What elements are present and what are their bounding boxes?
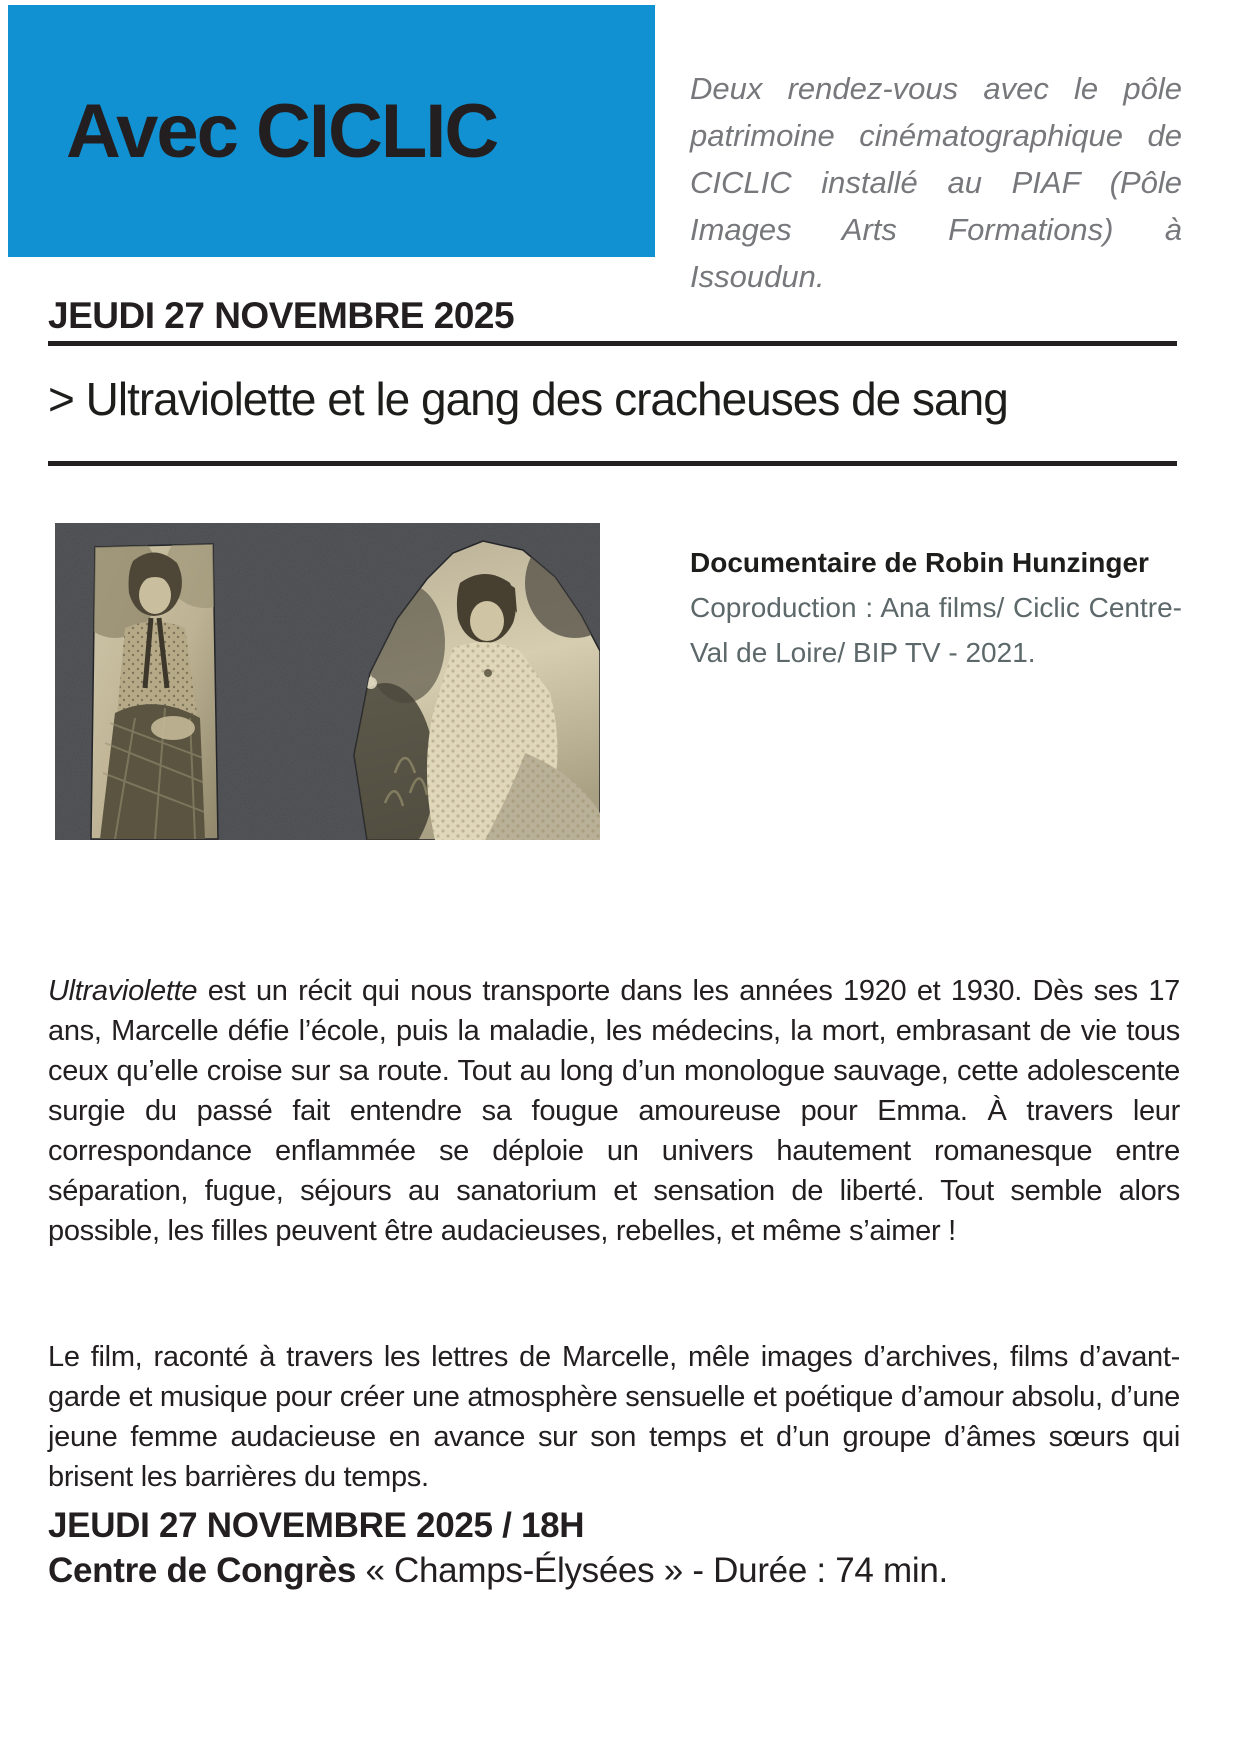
film-title-rule (48, 461, 1177, 466)
credits-block (690, 540, 1182, 675)
schedule-venue-details: « Champs-Élysées » - Durée : 74 min. (356, 1551, 948, 1590)
credits-coproduction: Coproduction : Ana films/ Ciclic Centre-Val de Loire/ BIP TV - 2021. (690, 592, 1182, 668)
synopsis-paragraph-1 (48, 971, 1180, 1251)
credits-director: Documentaire de Robin Hunzinger (690, 547, 1149, 578)
banner (8, 5, 655, 257)
schedule-venue-line (48, 1551, 1178, 1591)
schedule-venue-name: Centre de Congrès (48, 1551, 357, 1590)
synopsis-film-name: Ultraviolette (48, 975, 198, 1007)
photo-album-image (55, 523, 600, 840)
synopsis-paragraph-1-text: est un récit qui nous transporte dans les années 1920 et 1930. Dès ses 17 ans, Marcelle défie l’école, puis la maladie, les médecins, la mort, embrasant de vie tous ceux qu’elle croise sur sa route. Tout au long d’un monologue sauvage, cette adolescente surgie du passé fait entendre sa fougue amoureuse pour Emma. À travers leur correspondance enflammée se déploie un univers hautement romanesque entre séparation, fugue, séjours au sanatorium et sensation de liberté. Tout semble alors possible, les filles peuvent être audacieuses, rebelles, et même s’aimer ! (48, 975, 1180, 1247)
banner-title: Avec CICLIC (66, 88, 498, 174)
photo-album-svg (55, 523, 600, 840)
schedule-datetime: JEUDI 27 NOVEMBRE 2025 / 18H (48, 1506, 585, 1545)
date-heading-rule (48, 341, 1177, 346)
synopsis-paragraph-2: Le film, raconté à travers les lettres de Marcelle, mêle images d’archives, films d’avant-garde et musique pour créer une atmosphère sensuelle et poétique d’amour absolu, d’une jeune femme audacieuse en avance sur son temps et d’un groupe d’âmes sœurs qui brisent les barrières du temps. (48, 1341, 1180, 1493)
date-heading: JEUDI 27 NOVEMBRE 2025 (48, 295, 515, 336)
film-title: > Ultraviolette et le gang des cracheuses de sang (48, 373, 1008, 425)
intro-paragraph: Deux rendez-vous avec le pôle patrimoine cinématographique de CICLIC installé au PIAF (Pôle Images Arts Formations) à Issoudun. (690, 71, 1182, 294)
